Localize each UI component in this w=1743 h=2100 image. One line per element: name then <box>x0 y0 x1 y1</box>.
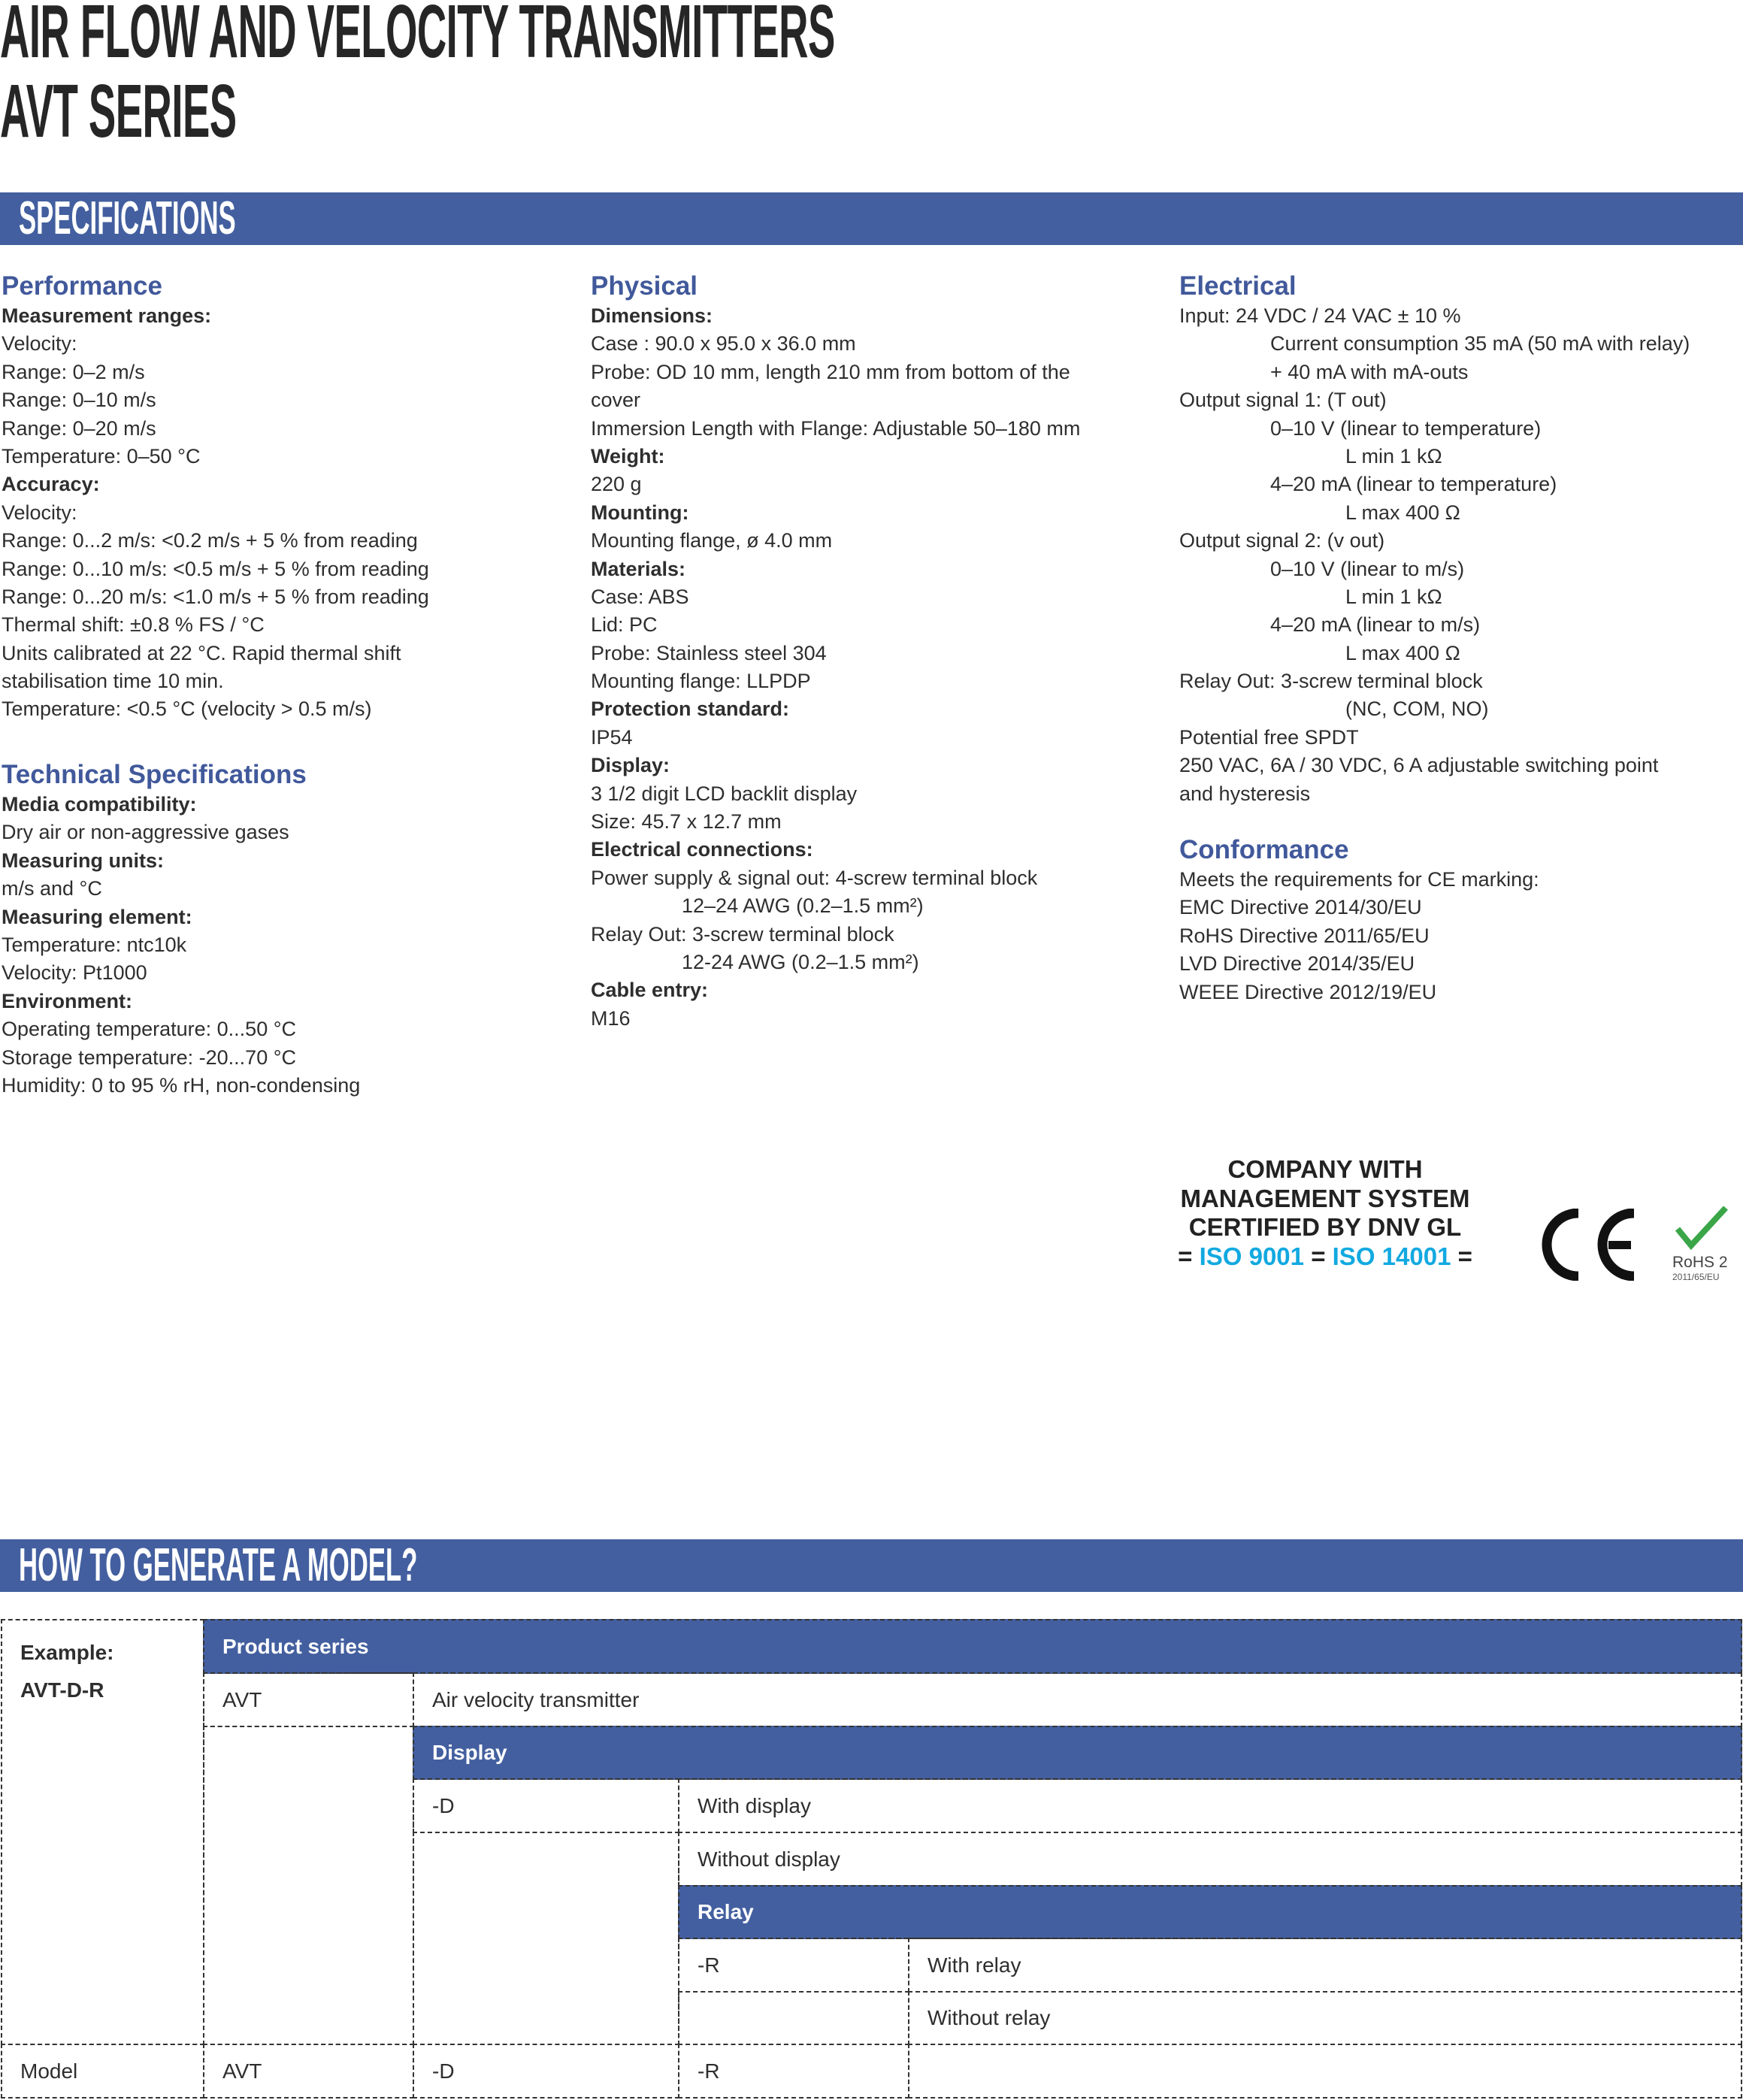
spec-line: Case: ABS <box>591 585 689 608</box>
section-conformance <box>1179 835 1743 1006</box>
spec-line: 220 g <box>591 473 642 496</box>
spec-line: RoHS Directive 2011/65/EU <box>1179 924 1430 947</box>
spec-label: Environment: <box>2 989 133 1012</box>
spec-line: 0–10 V (linear to temperature) <box>1270 416 1542 440</box>
desc-without-relay: Without relay <box>908 1991 1742 2045</box>
model-row-empty <box>908 2044 1742 2098</box>
spec-label: Measurement ranges: <box>2 304 212 327</box>
header-relay: Relay <box>678 1885 1742 1939</box>
section-performance <box>2 271 573 724</box>
cert-line: MANAGEMENT SYSTEM <box>1180 1184 1470 1212</box>
spec-line: m/s and °C <box>2 877 102 900</box>
spec-line: Input: 24 VDC / 24 VAC ± 10 % <box>1179 304 1461 327</box>
spec-label: Display: <box>591 754 670 777</box>
section-electrical <box>1179 271 1743 808</box>
spec-line: Probe: Stainless steel 304 <box>591 641 827 664</box>
spec-line: Range: 0...10 m/s: <0.5 m/s + 5 % from reading <box>2 557 429 580</box>
spec-line: Output signal 1: (T out) <box>1179 389 1387 412</box>
page-subtitle: AVT SERIES <box>0 69 237 153</box>
model-row-series: AVT <box>203 2044 414 2098</box>
iso-certification <box>1145 1155 1505 1271</box>
spec-line: Size: 45.7 x 12.7 mm <box>591 810 782 834</box>
spec-line: Velocity: <box>2 332 77 356</box>
spec-line: and hysteresis <box>1179 782 1311 805</box>
spec-label: Protection standard: <box>591 697 790 721</box>
empty-cell <box>678 1991 909 2045</box>
spec-label: Mounting: <box>591 501 689 524</box>
code-display: -D <box>413 1778 679 1833</box>
code-avt: AVT <box>203 1672 414 1727</box>
spec-line: Velocity: Pt1000 <box>2 961 147 985</box>
specifications-title: SPECIFICATIONS <box>19 192 236 244</box>
model-row-display: -D <box>413 2044 679 2098</box>
rohs-mark <box>1670 1206 1730 1281</box>
spec-line: Temperature: ntc10k <box>2 933 187 956</box>
spec-line: L min 1 kΩ <box>1345 444 1442 468</box>
code-relay: -R <box>678 1938 909 1993</box>
spec-line: Thermal shift: ±0.8 % FS / °C <box>2 613 265 637</box>
spec-line: 0–10 V (linear to m/s) <box>1270 557 1465 580</box>
section-heading: Performance <box>2 271 162 301</box>
spec-line: Power supply & signal out: 4-screw terminal block <box>591 866 1038 889</box>
spec-line: Range: 0...20 m/s: <1.0 m/s + 5 % from reading <box>2 585 429 608</box>
model-row-relay: -R <box>678 2044 909 2098</box>
section-heading: Electrical <box>1179 271 1297 301</box>
model-title: HOW TO GENERATE A MODEL? <box>19 1539 418 1591</box>
spec-label: Materials: <box>591 557 686 580</box>
spec-label: Weight: <box>591 444 665 468</box>
spec-line: IP54 <box>591 725 633 749</box>
spec-line: WEEE Directive 2012/19/EU <box>1179 980 1437 1003</box>
desc-without-display: Without display <box>678 1832 1742 1887</box>
specifications-banner <box>0 192 1743 245</box>
spec-line: Operating temperature: 0...50 °C <box>2 1018 297 1041</box>
spec-label: Electrical connections: <box>591 838 813 861</box>
spec-line: Velocity: <box>2 501 77 524</box>
spec-line: 3 1/2 digit LCD backlit display <box>591 782 858 805</box>
header-product-series: Product series <box>203 1619 1742 1674</box>
rohs-directive: 2011/65/EU <box>1672 1272 1720 1282</box>
spec-label: Measuring element: <box>2 905 192 928</box>
spec-line: Dry air or non-aggressive gases <box>2 821 289 844</box>
spec-line: Current consumption 35 mA (50 mA with relay) <box>1270 332 1690 356</box>
section-heading: Technical Specifications <box>2 760 307 789</box>
spec-line: 4–20 mA (linear to temperature) <box>1270 473 1557 496</box>
spec-line: Relay Out: 3-screw terminal block <box>1179 670 1483 693</box>
cert-iso-line: = ISO 9001 = ISO 14001 = <box>1178 1242 1472 1270</box>
spec-line: Probe: OD 10 mm, length 210 mm from bottom of the <box>591 360 1070 383</box>
desc-with-relay: With relay <box>908 1938 1742 1993</box>
spec-line: Lid: PC <box>591 613 658 637</box>
spec-line: Range: 0–20 m/s <box>2 416 156 440</box>
section-heading: Physical <box>591 271 698 301</box>
spec-line: Mounting flange: LLPDP <box>591 670 811 693</box>
spec-line: Output signal 2: (v out) <box>1179 529 1385 552</box>
spec-line: Temperature: <0.5 °C (velocity > 0.5 m/s) <box>2 697 372 721</box>
spec-line: EMC Directive 2014/30/EU <box>1179 896 1422 919</box>
cert-line: COMPANY WITH <box>1227 1155 1423 1183</box>
spec-line: 12-24 AWG (0.2–1.5 mm²) <box>682 950 919 973</box>
spec-label: Cable entry: <box>591 979 709 1002</box>
ce-mark-icon <box>1541 1209 1642 1281</box>
spec-line: L max 400 Ω <box>1345 641 1460 664</box>
spec-line: Range: 0...2 m/s: <0.2 m/s + 5 % from reading <box>2 529 418 552</box>
spec-line: cover <box>591 389 641 412</box>
header-display: Display <box>413 1726 1742 1780</box>
spec-line: M16 <box>591 1006 631 1030</box>
spec-line: Temperature: 0–50 °C <box>2 444 201 468</box>
spec-line: Relay Out: 3-screw terminal block <box>591 922 894 946</box>
check-icon <box>1670 1206 1730 1251</box>
spec-line: Units calibrated at 22 °C. Rapid thermal shift <box>2 641 401 664</box>
spec-line: stabilisation time 10 min. <box>2 670 224 693</box>
spec-label: Measuring units: <box>2 849 165 872</box>
spec-line: 250 VAC, 6A / 30 VDC, 6 A adjustable switching point <box>1179 754 1659 777</box>
section-physical <box>591 271 1162 1033</box>
spec-line: 4–20 mA (linear to m/s) <box>1270 613 1481 637</box>
spec-line: 12–24 AWG (0.2–1.5 mm²) <box>682 894 924 918</box>
model-banner <box>0 1539 1743 1592</box>
spec-line: + 40 mA with mA-outs <box>1270 360 1469 383</box>
empty-cell <box>413 1832 679 2045</box>
spec-line: Storage temperature: -20...70 °C <box>2 1045 297 1069</box>
spec-line: L min 1 kΩ <box>1345 585 1442 608</box>
spec-line: Range: 0–2 m/s <box>2 360 145 383</box>
spec-label: Dimensions: <box>591 304 713 327</box>
spec-line: Humidity: 0 to 95 % rH, non-condensing <box>2 1073 361 1097</box>
spec-line: LVD Directive 2014/35/EU <box>1179 952 1415 976</box>
section-heading: Conformance <box>1179 835 1349 864</box>
cert-line: CERTIFIED BY DNV GL <box>1188 1213 1462 1241</box>
spec-line: Meets the requirements for CE marking: <box>1179 868 1539 891</box>
spec-line: Range: 0–10 m/s <box>2 389 156 412</box>
iso-14001: ISO 14001 <box>1332 1242 1451 1270</box>
example-cell: Example: AVT-D-R <box>1 1619 204 2045</box>
spec-line: Potential free SPDT <box>1179 725 1359 749</box>
spec-line: Case : 90.0 x 95.0 x 36.0 mm <box>591 332 856 356</box>
desc-avt: Air velocity transmitter <box>413 1672 1742 1727</box>
spec-line: (NC, COM, NO) <box>1345 697 1489 721</box>
iso-9001: ISO 9001 <box>1199 1242 1305 1270</box>
desc-with-display: With display <box>678 1778 1742 1833</box>
spec-label: Accuracy: <box>2 473 100 496</box>
page-title: AIR FLOW AND VELOCITY TRANSMITTERS <box>0 0 835 74</box>
spec-line: Mounting flange, ø 4.0 mm <box>591 529 833 552</box>
empty-cell <box>203 1726 414 2045</box>
section-technical-specifications <box>2 760 573 1100</box>
model-row-label: Model <box>1 2044 204 2098</box>
spec-line: L max 400 Ω <box>1345 501 1460 524</box>
spec-line: Immersion Length with Flange: Adjustable 50–180 mm <box>591 416 1081 440</box>
spec-label: Media compatibility: <box>2 793 197 815</box>
rohs-label: RoHS 2 <box>1672 1254 1728 1271</box>
